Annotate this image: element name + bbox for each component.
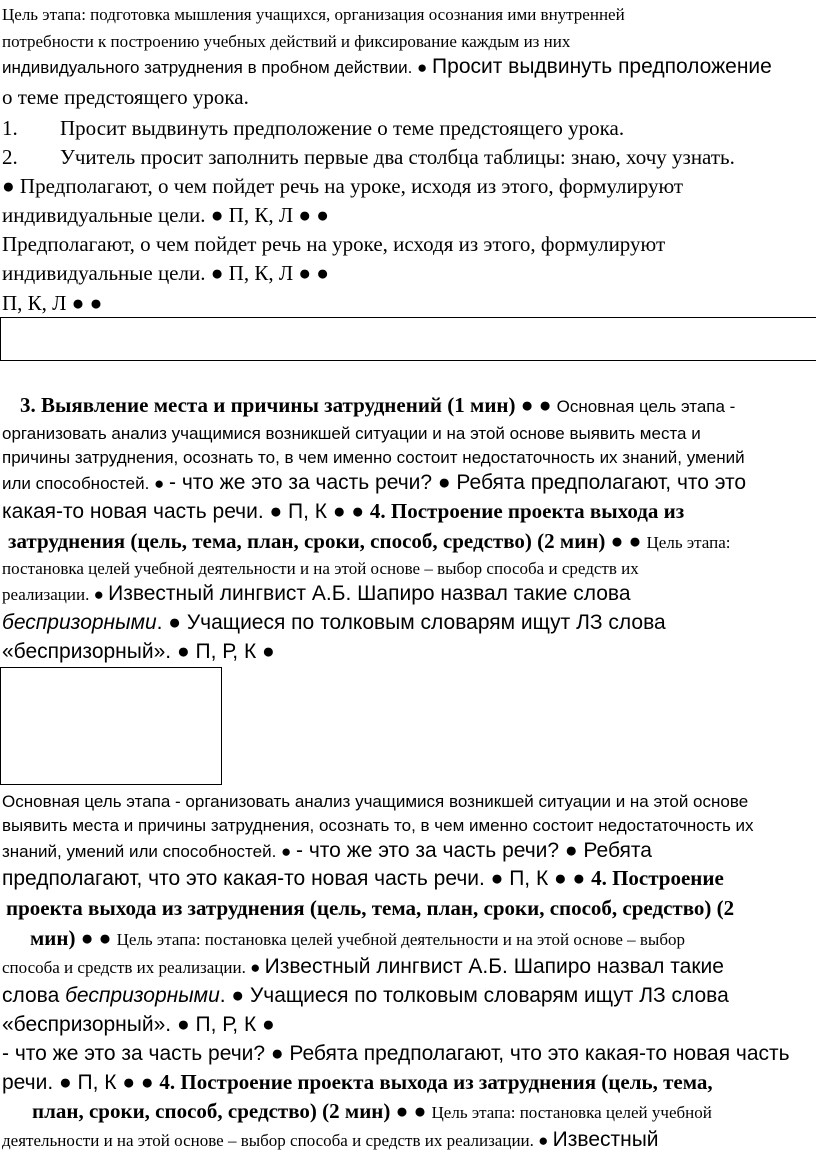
section-heading: проекта выхода из затруднения (цель, тема, план, сроки, способ, средство) (2: [6, 896, 735, 920]
text-line: индивидуальные цели. ● П, К, Л ● ●: [2, 261, 329, 285]
text-line: П, К, Л ● ●: [2, 291, 103, 315]
text-span: знаний, умений или способностей. ●: [2, 842, 297, 861]
text-span: или способностей. ●: [2, 474, 170, 493]
text-line: организовать анализ учащимися возникшей ситуации и на этой основе выявить места и: [2, 424, 701, 443]
section-heading: 4. Построение проекта выхода из: [369, 499, 685, 523]
text-line: «беспризорный». ● П, Р, К ●: [2, 640, 275, 663]
text-span: Цель этапа: постановка целей учебной: [431, 1103, 712, 1122]
text-line: [2, 1125, 659, 1155]
text-span: Просит выдвинуть предположение: [432, 55, 772, 78]
text-line: Предполагают, о чем пойдет речь на уроке, исходя из этого, формулируют: [2, 232, 666, 256]
text-span: речи. ● П, К ● ●: [2, 1071, 160, 1094]
image-placeholder-box: [0, 667, 222, 785]
section-heading: затруднения (цель, тема, план, сроки, способ, средство) (2 мин) ● ●: [8, 529, 647, 553]
text-line: ● Предполагают, о чем пойдет речь на уроке, исходя из этого, формулируют: [2, 174, 684, 198]
text-span: слова: [2, 984, 66, 1007]
text-line: Основная цель этапа - организовать анализ учащимися возникшей ситуации и на этой основе: [2, 792, 749, 811]
text-span: - что же это за часть речи? ● Ребята: [296, 839, 652, 862]
text-span: Известный лингвист А.Б. Шапиро назвал такие слова: [108, 582, 631, 605]
text-line: [2, 1068, 713, 1097]
text-line: о теме предстоящего урока.: [2, 85, 249, 109]
text-line: [2, 468, 746, 498]
numbered-item: [2, 143, 735, 171]
empty-box: [0, 317, 816, 361]
text-span: какая-то новая часть речи. ● П, К ● ●: [2, 500, 370, 523]
item-text: Просит выдвинуть предположение о теме предстоящего урока.: [60, 116, 625, 140]
text-line: [2, 982, 729, 1010]
text-span: деятельности и на этой основе – выбор способа и средств их реализации. ●: [2, 1131, 553, 1150]
section-heading-line: [8, 527, 730, 557]
text-span: Основная цель этапа -: [556, 397, 736, 416]
italic-term: беспризорными: [2, 611, 157, 634]
text-span: реализации. ●: [2, 585, 109, 604]
text-span: - что же это за часть речи? ● Ребята предполагают, что это: [169, 471, 747, 494]
text-line: [2, 580, 631, 609]
text-line: Цель этапа: подготовка мышления учащихся, организация осознания ими внутренней: [2, 5, 625, 24]
text-span: Известный лингвист А.Б. Шапиро назвал такие: [264, 955, 724, 978]
section-heading: план, сроки, способ, средство) (2 мин) ● ●: [32, 1099, 432, 1123]
text-span: предполагают, что это какая-то новая часть речи. ● П, К ● ●: [2, 867, 592, 890]
item-number: 2.: [2, 145, 18, 169]
text-line: потребности к построению учебных действий и фиксирование каждым из них: [2, 32, 571, 51]
section-heading: 4. Построение: [591, 866, 724, 890]
text-line: выявить места и причины затруднения, осознать то, в чем именно состоит недостаточность их: [2, 816, 754, 835]
text-line: [2, 609, 666, 637]
section-heading-line: [32, 1097, 712, 1127]
item-number: 1.: [2, 116, 18, 140]
text-span: Цель этапа:: [646, 533, 731, 552]
text-line: причины затруднения, осознать то, в чем именно состоит недостаточность их знаний, умений: [2, 448, 745, 467]
text-span: индивидуального затруднения в пробном действии. ●: [2, 58, 433, 77]
text-span: Известный: [552, 1128, 659, 1151]
numbered-item: [2, 114, 624, 142]
text-span: Цель этапа: постановка целей учебной деятельности и на этой основе – выбор: [116, 930, 685, 949]
text-line: индивидуальные цели. ● П, К, Л ● ●: [2, 203, 329, 227]
text-span: . ● Учащиеся по толковым словарям ищут ЛЗ слова: [156, 611, 666, 634]
item-text: Учитель просит заполнить первые два столбца таблицы: знаю, хочу узнать.: [60, 145, 735, 169]
text-line: [2, 836, 652, 866]
text-line: [2, 864, 724, 893]
section-heading: мин) ● ●: [30, 926, 117, 950]
text-line: [2, 52, 772, 82]
italic-term: беспризорными: [65, 984, 220, 1007]
text-span: . ● Учащиеся по толковым словарям ищут ЛЗ слова: [219, 984, 729, 1007]
text-span: способа и средств их реализации. ●: [2, 958, 265, 977]
section-heading: 3. Выявление места и причины затруднений (1 мин) ● ●: [20, 393, 557, 417]
text-line: постановка целей учебной деятельности и на этой основе – выбор способа и средств их: [2, 559, 639, 578]
text-line: - что же это за часть речи? ● Ребята предполагают, что это какая-то новая часть: [2, 1042, 790, 1065]
section-heading-line: [20, 391, 735, 421]
section-heading-line: [30, 924, 685, 954]
text-line: [2, 952, 724, 982]
section-heading: 4. Построение проекта выхода из затруднения (цель, тема,: [159, 1070, 713, 1094]
text-line: [2, 497, 684, 526]
text-line: «беспризорный». ● П, Р, К ●: [2, 1013, 275, 1036]
